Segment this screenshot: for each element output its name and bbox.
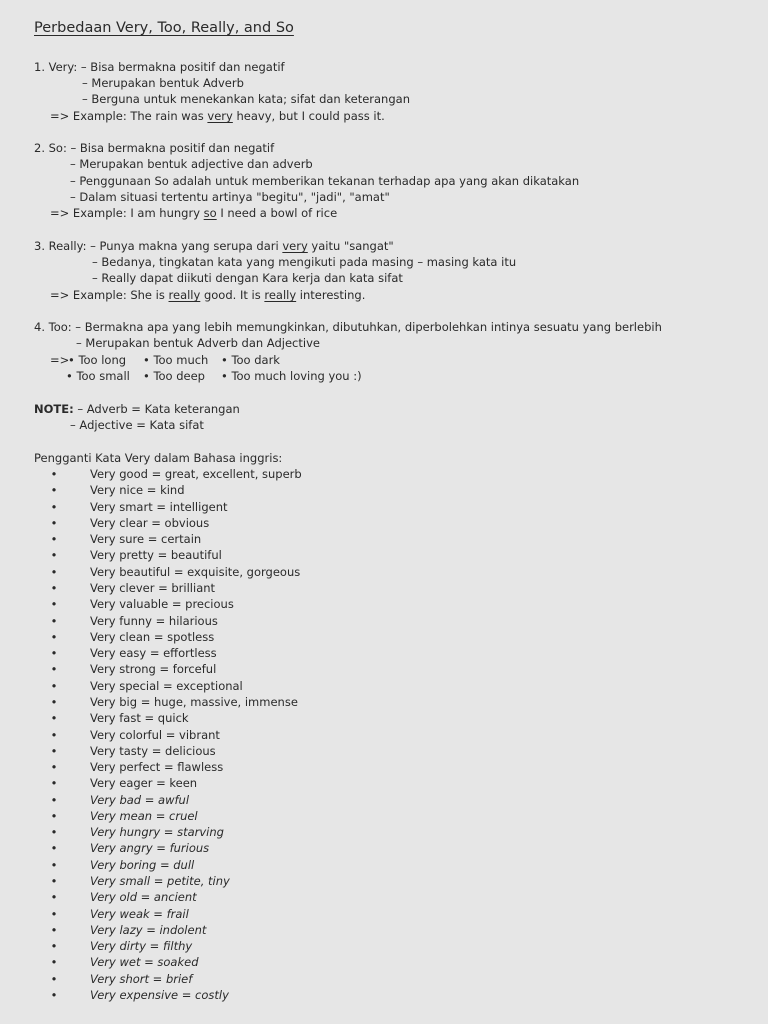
bullet-icon: •	[50, 890, 58, 905]
bullet-icon: •	[50, 971, 58, 986]
very-example-pre: => Example: The rain was	[50, 109, 208, 123]
too-line-2: – Merupakan bentuk Adverb dan Adjective	[76, 336, 320, 350]
list-item-text: Very small = petite, tiny	[90, 874, 230, 888]
really-example-post: interesting.	[296, 288, 366, 302]
very-example-post: heavy, but I could pass it.	[232, 109, 385, 123]
list-item-text: Very weak = frail	[90, 906, 189, 921]
so-example-post: I need a bowl of rice	[216, 206, 338, 220]
too-arrow: =>	[50, 353, 70, 367]
list-item-text: Very boring = dull	[90, 857, 195, 872]
list-item-text: Very perfect = flawless	[90, 760, 224, 774]
really-heading	[34, 238, 394, 254]
really-example-mid: good. It is	[200, 288, 265, 302]
bullet-icon: •	[50, 629, 58, 644]
bullet-icon: •	[50, 694, 58, 709]
list-item-text: Very special = exceptional	[90, 678, 243, 693]
bullet-icon: •	[50, 581, 58, 595]
list-item-text: Very dirty = filthy	[90, 939, 193, 954]
list-item-text: Very lazy = indolent	[90, 922, 207, 937]
really-example-underlined-2: really	[264, 288, 297, 302]
list-item-text: Very short = brief	[90, 971, 193, 986]
list-item-text: Very colorful = vibrant	[90, 727, 220, 742]
really-line-3: – Really dapat diikuti dengan Kara kerja dan kata sifat	[92, 271, 403, 285]
list-item-text: Very big = huge, massive, immense	[90, 694, 298, 709]
bullet-icon: •	[50, 743, 58, 758]
very-heading: 1. Very: – Bisa bermakna positif dan negatif	[34, 60, 285, 74]
really-heading-underlined: very	[282, 239, 308, 253]
bullet-icon: •	[50, 792, 58, 807]
bullet-icon: •	[50, 499, 58, 514]
list-item-text: Very clean = spotless	[90, 629, 215, 644]
bullet-icon: •	[50, 841, 58, 856]
note-adverb: – Adverb = Kata keterangan	[73, 402, 240, 416]
bullet-icon: •	[50, 678, 58, 693]
so-line-4: – Dalam situasi tertentu artinya "begitu", "jadi", "amat"	[70, 190, 390, 204]
really-example-pre: => Example: She is	[50, 288, 169, 302]
list-item-text: Very hungry = starving	[90, 825, 224, 840]
list-item-text: Very clever = brilliant	[90, 581, 216, 595]
so-example-pre: => Example: I am hungry	[50, 206, 204, 220]
document-title: Perbedaan Very, Too, Really, and So	[34, 20, 294, 36]
bullet-icon: •	[50, 906, 58, 921]
list-item-text: Very beautiful = exquisite, gorgeous	[90, 564, 301, 579]
bullet-icon: •	[50, 662, 58, 677]
list-item-text: Very clear = obvious	[90, 515, 210, 530]
too-example-3: • Too dark	[221, 353, 280, 367]
bullet-icon: •	[50, 988, 58, 1002]
bullet-icon: •	[50, 515, 58, 530]
very-example-underlined: very	[207, 109, 233, 123]
really-example-underlined-1: really	[168, 288, 201, 302]
bullet-icon: •	[50, 776, 58, 791]
bullet-icon: •	[50, 646, 58, 661]
bullet-icon: •	[50, 727, 58, 742]
list-item-text: Very nice = kind	[90, 483, 185, 498]
too-heading: 4. Too: – Bermakna apa yang lebih memungkinkan, dibutuhkan, diperbolehkan intinya sesuatu yang berlebih	[34, 320, 662, 334]
list-item-text: Very expensive = costly	[90, 988, 229, 1002]
bullet-icon: •	[50, 613, 58, 628]
so-line-2: – Merupakan bentuk adjective dan adverb	[70, 157, 313, 171]
too-example-6: • Too much loving you :)	[221, 369, 362, 383]
list-item-text: Very mean = cruel	[90, 808, 198, 823]
too-example-4: • Too small	[66, 369, 130, 383]
very-line-3: – Berguna untuk menekankan kata; sifat dan keterangan	[82, 92, 410, 106]
list-item-text: Very sure = certain	[90, 532, 202, 547]
bullet-icon: •	[50, 955, 58, 970]
list-item-text: Very fast = quick	[90, 711, 189, 726]
list-item-text: Very angry = furious	[90, 841, 210, 856]
too-example-5: • Too deep	[143, 369, 205, 383]
list-item-text: Very easy = effortless	[90, 646, 217, 661]
note-line-2: – Adjective = Kata sifat	[70, 418, 204, 432]
really-heading-pre: 3. Really: – Punya makna yang serupa dari	[34, 239, 283, 253]
really-heading-post: yaitu "sangat"	[307, 239, 394, 253]
list-item-text: Very pretty = beautiful	[90, 548, 222, 563]
very-line-2: – Merupakan bentuk Adverb	[82, 76, 244, 90]
really-line-2: – Bedanya, tingkatan kata yang mengikuti pada masing – masing kata itu	[92, 255, 517, 269]
bullet-icon: •	[50, 874, 58, 888]
bullet-icon: •	[50, 548, 58, 563]
list-item-text: Very wet = soaked	[90, 955, 199, 970]
list-item-text: Very valuable = precious	[90, 597, 234, 612]
bullet-icon: •	[50, 532, 58, 547]
so-example	[50, 205, 337, 221]
bullet-icon: •	[50, 922, 58, 937]
list-item-text: Very tasty = delicious	[90, 743, 216, 758]
so-line-3: – Penggunaan So adalah untuk memberikan tekanan terhadap apa yang akan dikatakan	[70, 174, 580, 188]
bullet-icon: •	[50, 564, 58, 579]
too-example-2: • Too much	[143, 353, 209, 367]
list-item-text: Very smart = intelligent	[90, 499, 228, 514]
bullet-icon: •	[50, 939, 58, 954]
very-example	[50, 108, 385, 124]
list-item-text: Very bad = awful	[90, 792, 190, 807]
bullet-icon: •	[50, 597, 58, 612]
bullet-icon: •	[50, 808, 58, 823]
list-item-text: Very strong = forceful	[90, 662, 217, 677]
list-item-text: Very eager = keen	[90, 776, 198, 791]
note-label: NOTE:	[34, 402, 74, 416]
pengganti-heading: Pengganti Kata Very dalam Bahasa inggris:	[34, 451, 283, 465]
so-example-underlined: so	[203, 206, 217, 220]
so-heading: 2. So: – Bisa bermakna positif dan negatif	[34, 141, 275, 155]
bullet-icon: •	[50, 483, 58, 498]
note-line-1	[34, 401, 240, 417]
list-item-text: Very funny = hilarious	[90, 613, 218, 628]
list-item-text: Very old = ancient	[90, 890, 197, 905]
bullet-icon: •	[50, 711, 58, 726]
list-item-text: Very good = great, excellent, superb	[90, 467, 302, 481]
bullet-icon: •	[50, 857, 58, 872]
bullet-icon: •	[50, 467, 58, 481]
bullet-icon: •	[50, 825, 58, 840]
bullet-icon: •	[50, 760, 58, 774]
really-example	[50, 287, 365, 303]
too-example-1: • Too long	[68, 353, 127, 367]
